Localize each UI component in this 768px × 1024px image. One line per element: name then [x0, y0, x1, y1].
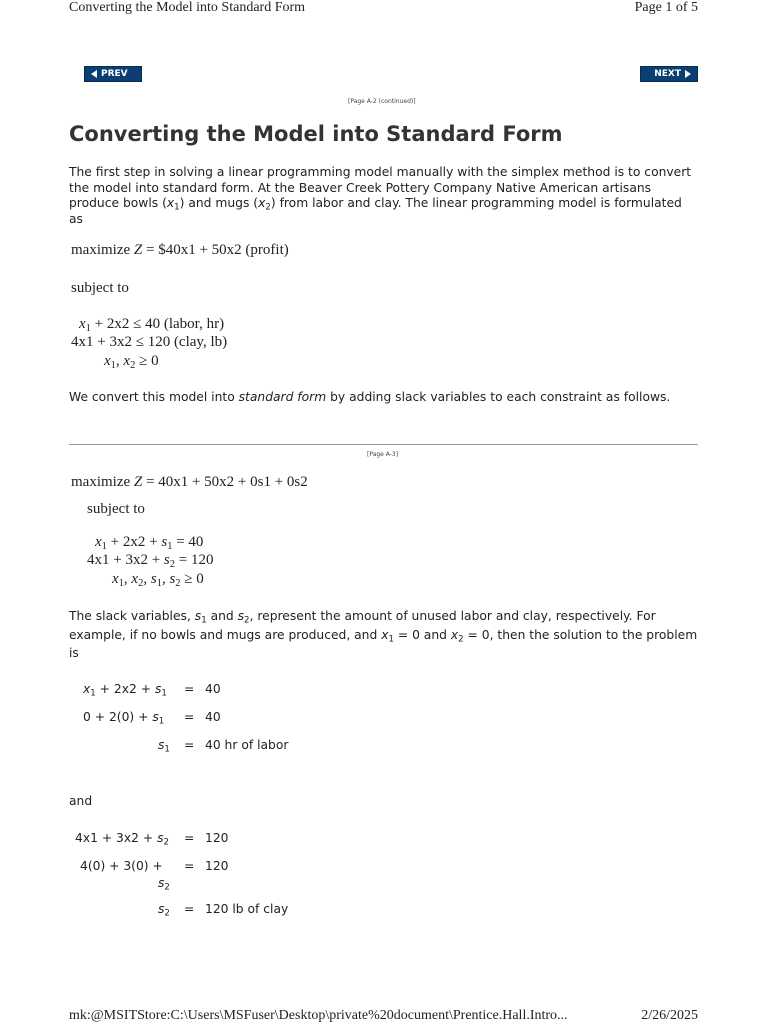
intro-paragraph: The first step in solving a linear programming model manually with the simplex method is to convert the model into standard form. At the Beaver Creek Pottery Company Native American artisans produce bowls $(x_1)$ and mugs $(x_2)$ from labor and clay. The linear programming model is formulated as	[69, 165, 692, 226]
arrow-left-icon	[91, 70, 97, 78]
clay-row2-lhs-a: 4(0) + 3(0) +	[80, 859, 163, 873]
prev-button[interactable]	[84, 66, 142, 82]
arrow-right-icon	[685, 70, 691, 78]
page-indicator: Page 1 of 5	[634, 0, 698, 15]
labor-row1-eq: =	[184, 682, 195, 696]
header-title: Converting the Model into Standard Form	[69, 0, 306, 15]
clay-row1-rhs: 120	[205, 831, 229, 845]
standard-constraint-labor: $x_1 + 2x2 + s_1 = 40$	[95, 534, 204, 553]
slack-paragraph: The slack variables, $s_1$ and $s_2$, represent the amount of unused labor and clay, respectively. For example, if no bowls and mugs are produced, and $x_1 = 0$ and $x_2 = 0$, then the solution to the problem is	[69, 609, 698, 660]
clay-row1-lhs: $4x1 + 3x2 + s_2$	[75, 831, 169, 848]
page-heading: Converting the Model into Standard Form	[69, 122, 563, 146]
clay-row3-eq: =	[184, 902, 195, 916]
divider	[69, 444, 698, 445]
prev-button-label: PREV	[101, 69, 128, 79]
labor-row3-rhs: 40 hr of labor	[205, 738, 289, 752]
labor-row3-eq: =	[184, 738, 195, 752]
labor-row2-lhs: $0 + 2(0) + s_1$	[83, 710, 165, 727]
labor-row2-eq: =	[184, 710, 195, 724]
clay-row3-lhs: $s_2$	[158, 902, 170, 919]
constraint-clay: 4x1 + 3x2 ≤ 120 (clay, lb)	[71, 334, 228, 350]
next-button-label: NEXT	[654, 69, 681, 79]
clay-row2-eq: =	[184, 859, 195, 873]
and-label: and	[69, 794, 93, 808]
objective-function	[71, 242, 289, 259]
clay-row2-lhs-b: $s_2$	[158, 876, 170, 893]
page-marker-top: [Page A-2 (continued)]	[348, 98, 416, 105]
convert-paragraph: We convert this model into standard form by adding slack variables to each constraint as follows.	[69, 390, 671, 404]
standard-subject-to: subject to	[87, 501, 145, 517]
constraint-labor: $x_1 + 2x2 \le 40$ (labor, hr)	[79, 316, 225, 335]
labor-row1-rhs: 40	[205, 682, 221, 696]
clay-row2-rhs: 120	[205, 859, 229, 873]
objective-text: maximize Z = $40x1 + 50x2 (profit)	[71, 242, 289, 258]
labor-row2-rhs: 40	[205, 710, 221, 724]
labor-row3-lhs: $s_1$	[158, 738, 170, 755]
clay-row3-rhs: 120 lb of clay	[205, 902, 289, 916]
standard-constraint-nonneg: $x_1$, $x_2$, $s_1$, $s_2 \ge 0$	[112, 571, 204, 590]
footer-path: mk:@MSITStore:C:\Users\MSFuser\Desktop\private%20document\Prentice.Hall.Intro...	[69, 1008, 568, 1023]
subject-to-label: subject to	[71, 280, 129, 296]
constraint-nonneg: $x_1$, $x_2 \ge 0$	[104, 353, 159, 372]
clay-row1-eq: =	[184, 831, 195, 845]
labor-row1-lhs: $x_1 + 2x2 + s_1$	[83, 682, 167, 699]
footer-date: 2/26/2025	[641, 1008, 698, 1023]
standard-constraint-clay: $4x1 + 3x2 + s_2 = 120$	[87, 552, 214, 571]
page-marker-mid: [Page A-3]	[367, 451, 399, 458]
next-button[interactable]	[640, 66, 698, 82]
standard-objective: maximize Z = 40x1 + 50x2 + 0s1 + 0s2	[71, 474, 308, 490]
